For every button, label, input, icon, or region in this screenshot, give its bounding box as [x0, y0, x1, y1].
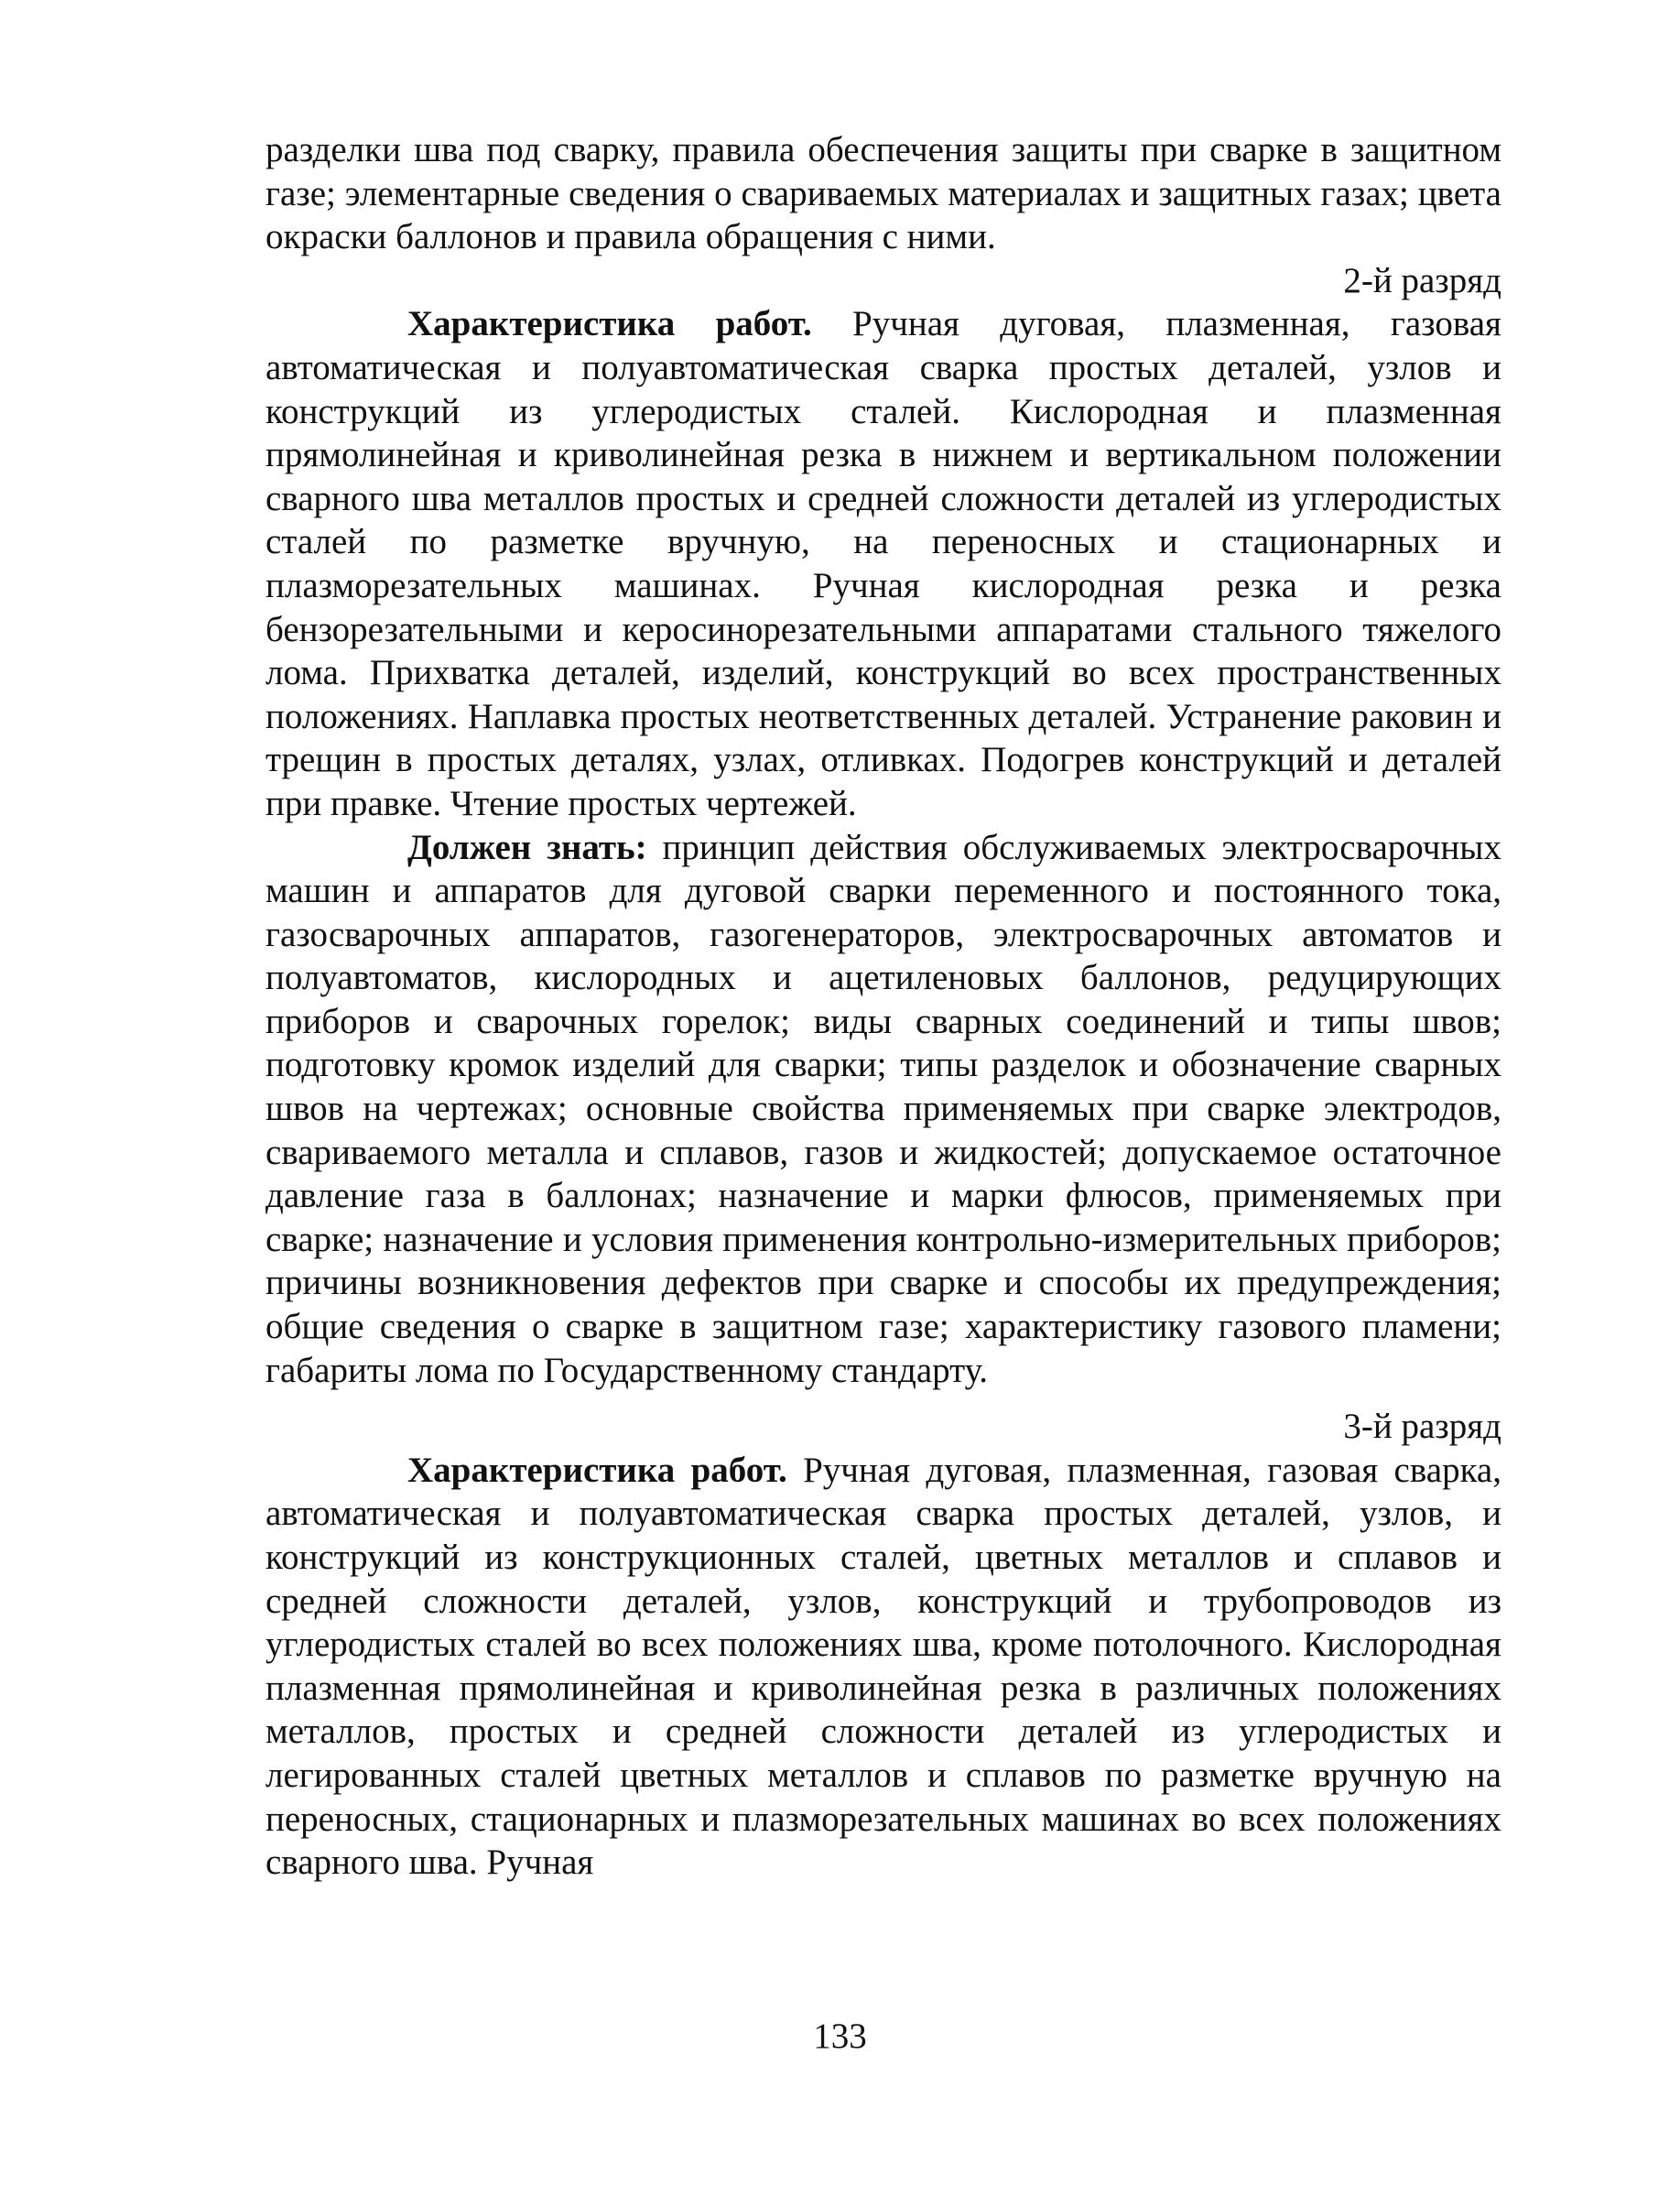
- grade-2-characteristics-text: Ручная дуговая, плазменная, газовая автоматическая и полуавтоматическая сварка простых деталей, узлов и конструкций из углеродистых сталей. Кислородная и плазменная прямолинейная и криволинейная резка в нижнем и вертикальном положении сварного шва металлов простых и средней сложности деталей из углеродистых сталей по разметке вручную, на переносных и стационарных и плазморезательных машинах. Ручная кислородная резка и резка бензорезательными и керосинорезательными аппаратами стального тяжелого лома. Прихватка деталей, изделий, конструкций во всех пространственных положениях. Наплавка простых неответственных деталей. Устранение раковин и трещин в простых деталях, узлах, отливках. Подогрев конструкций и деталей при правке. Чтение простых чертежей.: [266, 304, 1501, 823]
- grade-3-heading: 3-й разряд: [1343, 1407, 1501, 1447]
- grade-3-characteristics-text: Ручная дуговая, плазменная, газовая сварка, автоматическая и полуавтоматическая сварка простых деталей, узлов, и конструкций из конструкционных сталей, цветных металлов и сплавов и средней сложности деталей, узлов, конструкций и трубопроводов из углеродистых сталей во всех положениях шва, кроме потолочного. Кислородная плазменная прямолинейная и криволинейная резка в различных положениях металлов, простых и средней сложности деталей из углеродистых и легированных сталей цветных металлов и сплавов по разметке вручную на переносных, стационарных и плазморезательных машинах во всех положениях сварного шва. Ручная: [266, 1450, 1501, 1883]
- grade-2-knowledge-text: принцип действия обслуживаемых электросварочных машин и аппаратов для дуговой сварки переменного и постоянного тока, газосварочных аппаратов, газогенераторов, электросварочных автоматов и полуавтоматов, кислородных и ацетиленовых баллонов, редуцирующих приборов и сварочных горелок; виды сварных соединений и типы швов; подготовку кромок изделий для сварки; типы разделок и обозначение сварных швов на чертежах; основные свойства применяемых при сварке электродов, свариваемого металла и сплавов, газов и жидкостей; допускаемое остаточное давление газа в баллонах; назначение и марки флюсов, применяемых при сварке; назначение и условия применения контрольно-измерительных приборов; причины возникновения дефектов при сварке и способы их предупреждения; общие сведения о сварке в защитном газе; характеристику газового пламени; габариты лома по Государственному стандарту.: [266, 827, 1501, 1390]
- grade-2-knowledge-label: Должен знать:: [407, 827, 647, 867]
- grade-2-heading: 2-й разряд: [1343, 260, 1501, 300]
- page-number: 133: [813, 2017, 867, 2056]
- continuation-paragraph: разделки шва под сварку, правила обеспечения защиты при сварке в защитном газе; элементарные сведения о свариваемых материалах и защитных газах; цвета окраски баллонов и правила обращения с ними.: [266, 130, 1501, 257]
- grade-2-knowledge-paragraph: [266, 826, 1501, 1393]
- grade-2-characteristics-paragraph: [266, 302, 1501, 825]
- grade-3-characteristics-paragraph: [266, 1449, 1501, 1885]
- grade-2-characteristics-label: Характеристика работ.: [407, 304, 812, 344]
- section-spacer: [266, 1392, 1501, 1405]
- grade-3-characteristics-label: Характеристика работ.: [407, 1450, 787, 1490]
- document-page: [266, 128, 1501, 1885]
